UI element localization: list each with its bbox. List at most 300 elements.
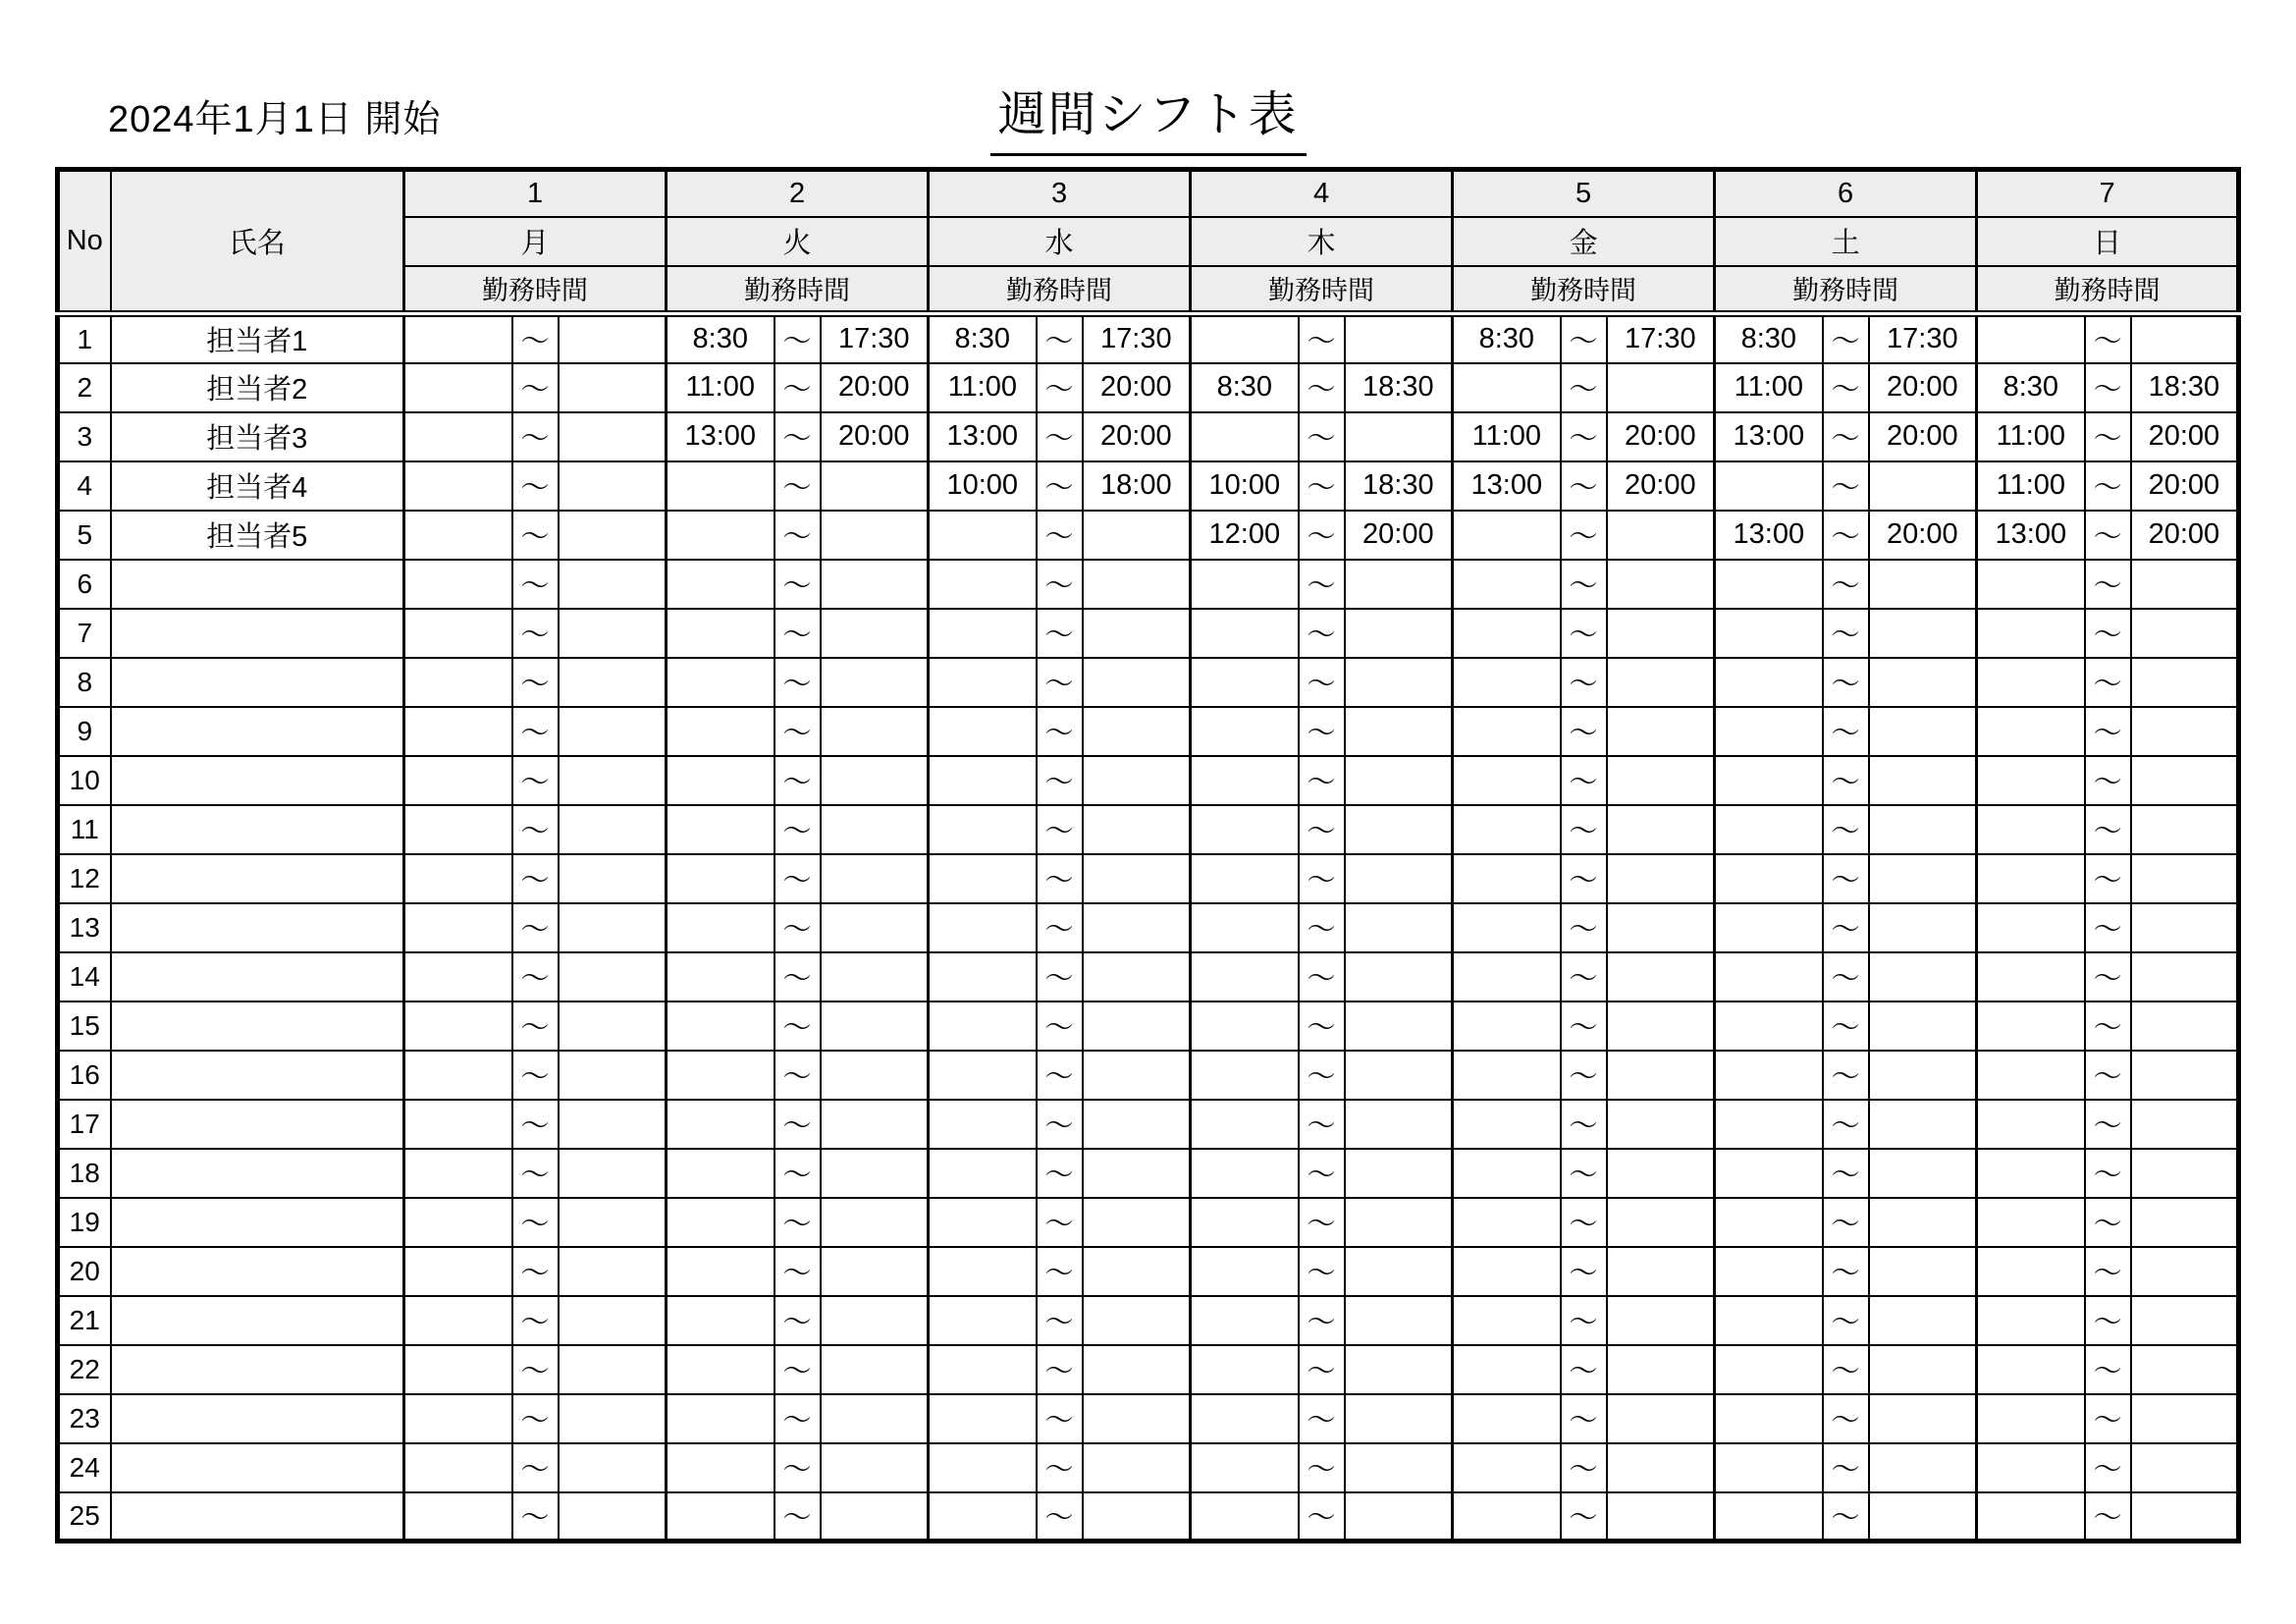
- shift-start-cell: [1977, 1001, 2085, 1051]
- shift-tilde-cell: ～: [1561, 658, 1607, 707]
- shift-tilde-cell: ～: [512, 805, 559, 854]
- shift-end-cell: [1607, 1001, 1715, 1051]
- shift-start-cell: [1715, 854, 1823, 903]
- table-row: [58, 1345, 2239, 1394]
- day-number-header: 3: [929, 170, 1191, 217]
- shift-start-cell: [1977, 1394, 2085, 1443]
- shift-end-cell: [1083, 805, 1191, 854]
- shift-tilde-cell: ～: [774, 511, 821, 560]
- shift-start-cell: [1191, 314, 1299, 363]
- staff-name-cell: [111, 903, 404, 952]
- shift-end-cell: [2131, 560, 2239, 609]
- shift-tilde-cell: ～: [1823, 461, 1869, 511]
- shift-start-cell: [1715, 560, 1823, 609]
- shift-start-cell: [1715, 1001, 1823, 1051]
- shift-tilde-cell: ～: [2085, 707, 2131, 756]
- shift-tilde-cell: ～: [1299, 1443, 1345, 1492]
- shift-tilde-cell: ～: [512, 1345, 559, 1394]
- working-hours-header: 勤務時間: [1191, 266, 1453, 314]
- row-number-cell: 12: [58, 854, 111, 903]
- shift-end-cell: [1345, 1443, 1453, 1492]
- shift-end-cell: [1083, 511, 1191, 560]
- shift-end-cell: [821, 1149, 929, 1198]
- shift-tilde-cell: ～: [1299, 314, 1345, 363]
- shift-end-cell: [1607, 1247, 1715, 1296]
- shift-tilde-cell: ～: [1299, 412, 1345, 461]
- shift-start-cell: [1977, 1492, 2085, 1542]
- shift-tilde-cell: ～: [1823, 1345, 1869, 1394]
- shift-start-cell: [929, 1100, 1037, 1149]
- shift-end-cell: 20:00: [1869, 511, 1977, 560]
- shift-start-cell: 11:00: [1453, 412, 1561, 461]
- shift-tilde-cell: ～: [512, 1001, 559, 1051]
- name-header: 氏名: [111, 170, 404, 314]
- shift-tilde-cell: ～: [1823, 363, 1869, 412]
- working-hours-header: 勤務時間: [1977, 266, 2239, 314]
- shift-start-cell: [1191, 952, 1299, 1001]
- shift-start-cell: [1715, 952, 1823, 1001]
- shift-start-cell: [404, 363, 512, 412]
- shift-start-cell: [1453, 756, 1561, 805]
- shift-tilde-cell: ～: [2085, 363, 2131, 412]
- shift-end-cell: [559, 511, 667, 560]
- shift-tilde-cell: ～: [1561, 903, 1607, 952]
- shift-tilde-cell: ～: [1561, 363, 1607, 412]
- shift-end-cell: [821, 1100, 929, 1149]
- shift-end-cell: [1345, 314, 1453, 363]
- day-name-header: 水: [929, 217, 1191, 266]
- shift-end-cell: [1607, 658, 1715, 707]
- weekly-shift-table: [55, 167, 2241, 1543]
- staff-name-cell: [111, 952, 404, 1001]
- row-number-cell: 10: [58, 756, 111, 805]
- table-row: [58, 412, 2239, 461]
- table-body: [58, 314, 2239, 1542]
- shift-start-cell: [1191, 1345, 1299, 1394]
- shift-tilde-cell: ～: [1823, 854, 1869, 903]
- shift-start-cell: [1191, 1149, 1299, 1198]
- shift-tilde-cell: ～: [1037, 1247, 1083, 1296]
- shift-end-cell: [1345, 952, 1453, 1001]
- staff-name-cell: [111, 1198, 404, 1247]
- shift-start-cell: [1191, 854, 1299, 903]
- shift-start-cell: [1191, 1001, 1299, 1051]
- start-date-label: 2024年1月1日 開始: [108, 99, 442, 140]
- shift-start-cell: [404, 1247, 512, 1296]
- shift-end-cell: [559, 756, 667, 805]
- shift-tilde-cell: ～: [1561, 1394, 1607, 1443]
- shift-start-cell: [1715, 1149, 1823, 1198]
- shift-start-cell: [1977, 854, 2085, 903]
- shift-start-cell: 10:00: [1191, 461, 1299, 511]
- shift-end-cell: [1345, 658, 1453, 707]
- shift-start-cell: [1453, 1247, 1561, 1296]
- row-number-cell: 22: [58, 1345, 111, 1394]
- shift-tilde-cell: ～: [1561, 1247, 1607, 1296]
- shift-start-cell: 8:30: [1977, 363, 2085, 412]
- row-number-cell: 20: [58, 1247, 111, 1296]
- shift-start-cell: [929, 1001, 1037, 1051]
- shift-end-cell: [1083, 560, 1191, 609]
- shift-start-cell: [667, 1100, 774, 1149]
- shift-start-cell: [667, 511, 774, 560]
- shift-end-cell: [1607, 903, 1715, 952]
- shift-start-cell: [929, 805, 1037, 854]
- shift-tilde-cell: ～: [1037, 707, 1083, 756]
- shift-start-cell: [404, 1198, 512, 1247]
- shift-end-cell: [2131, 1296, 2239, 1345]
- table-row: [58, 658, 2239, 707]
- row-number-cell: 4: [58, 461, 111, 511]
- shift-end-cell: [559, 903, 667, 952]
- shift-end-cell: [821, 854, 929, 903]
- shift-end-cell: [559, 461, 667, 511]
- shift-tilde-cell: ～: [774, 560, 821, 609]
- shift-start-cell: [667, 1247, 774, 1296]
- day-number-header: 6: [1715, 170, 1977, 217]
- shift-start-cell: 11:00: [1977, 412, 2085, 461]
- shift-start-cell: [667, 1345, 774, 1394]
- shift-tilde-cell: ～: [1037, 952, 1083, 1001]
- shift-end-cell: 20:00: [1345, 511, 1453, 560]
- shift-start-cell: [667, 1051, 774, 1100]
- shift-tilde-cell: ～: [1299, 805, 1345, 854]
- shift-tilde-cell: ～: [1299, 1198, 1345, 1247]
- table-row: [58, 903, 2239, 952]
- staff-name-cell: 担当者5: [111, 511, 404, 560]
- shift-start-cell: [1715, 658, 1823, 707]
- shift-tilde-cell: ～: [1823, 1296, 1869, 1345]
- shift-end-cell: [1345, 1492, 1453, 1542]
- shift-start-cell: [929, 1247, 1037, 1296]
- shift-tilde-cell: ～: [1823, 511, 1869, 560]
- shift-end-cell: [1607, 1149, 1715, 1198]
- shift-tilde-cell: ～: [1561, 1296, 1607, 1345]
- shift-tilde-cell: ～: [2085, 609, 2131, 658]
- shift-start-cell: 13:00: [1715, 412, 1823, 461]
- shift-tilde-cell: ～: [774, 1345, 821, 1394]
- shift-end-cell: [1083, 1149, 1191, 1198]
- shift-start-cell: [667, 903, 774, 952]
- shift-tilde-cell: ～: [2085, 903, 2131, 952]
- shift-tilde-cell: ～: [774, 1051, 821, 1100]
- shift-start-cell: 11:00: [667, 363, 774, 412]
- shift-end-cell: 17:30: [1083, 314, 1191, 363]
- shift-end-cell: [1869, 805, 1977, 854]
- shift-end-cell: [2131, 314, 2239, 363]
- shift-end-cell: [821, 560, 929, 609]
- shift-end-cell: [559, 658, 667, 707]
- shift-start-cell: [1453, 805, 1561, 854]
- shift-end-cell: [1083, 854, 1191, 903]
- row-number-cell: 21: [58, 1296, 111, 1345]
- table-row: [58, 1001, 2239, 1051]
- staff-name-cell: [111, 1149, 404, 1198]
- shift-tilde-cell: ～: [1561, 1345, 1607, 1394]
- shift-tilde-cell: ～: [1299, 1149, 1345, 1198]
- shift-tilde-cell: ～: [1823, 609, 1869, 658]
- shift-tilde-cell: ～: [1299, 1492, 1345, 1542]
- shift-tilde-cell: ～: [1037, 363, 1083, 412]
- shift-start-cell: [1977, 952, 2085, 1001]
- shift-end-cell: [1345, 412, 1453, 461]
- shift-start-cell: [667, 1198, 774, 1247]
- shift-start-cell: [1715, 1394, 1823, 1443]
- shift-start-cell: [1453, 1443, 1561, 1492]
- staff-name-cell: [111, 1394, 404, 1443]
- shift-start-cell: [1191, 560, 1299, 609]
- shift-end-cell: [559, 1345, 667, 1394]
- shift-tilde-cell: ～: [1823, 560, 1869, 609]
- row-number-cell: 2: [58, 363, 111, 412]
- shift-tilde-cell: ～: [2085, 952, 2131, 1001]
- shift-end-cell: [559, 1492, 667, 1542]
- shift-end-cell: [1083, 1492, 1191, 1542]
- shift-end-cell: 20:00: [821, 412, 929, 461]
- shift-start-cell: [404, 1492, 512, 1542]
- shift-tilde-cell: ～: [1823, 412, 1869, 461]
- shift-start-cell: [667, 854, 774, 903]
- shift-start-cell: [404, 805, 512, 854]
- shift-tilde-cell: ～: [512, 756, 559, 805]
- shift-start-cell: [929, 952, 1037, 1001]
- shift-start-cell: [1453, 1149, 1561, 1198]
- shift-end-cell: [821, 1345, 929, 1394]
- shift-start-cell: [929, 658, 1037, 707]
- shift-tilde-cell: ～: [1037, 1443, 1083, 1492]
- shift-tilde-cell: ～: [1299, 511, 1345, 560]
- staff-name-cell: [111, 854, 404, 903]
- shift-tilde-cell: ～: [1823, 314, 1869, 363]
- shift-start-cell: [929, 1149, 1037, 1198]
- shift-end-cell: [559, 1100, 667, 1149]
- shift-tilde-cell: ～: [774, 1198, 821, 1247]
- shift-start-cell: [1453, 511, 1561, 560]
- shift-tilde-cell: ～: [1037, 756, 1083, 805]
- shift-end-cell: [2131, 854, 2239, 903]
- shift-end-cell: [1345, 1001, 1453, 1051]
- shift-start-cell: [1715, 805, 1823, 854]
- shift-end-cell: [1869, 609, 1977, 658]
- shift-end-cell: [1869, 1394, 1977, 1443]
- shift-tilde-cell: ～: [1561, 1001, 1607, 1051]
- shift-start-cell: [1453, 609, 1561, 658]
- shift-end-cell: [559, 1149, 667, 1198]
- shift-end-cell: 20:00: [1869, 412, 1977, 461]
- shift-start-cell: [1977, 609, 2085, 658]
- shift-start-cell: 11:00: [929, 363, 1037, 412]
- shift-tilde-cell: ～: [1561, 1492, 1607, 1542]
- shift-start-cell: [667, 560, 774, 609]
- shift-end-cell: [2131, 1345, 2239, 1394]
- shift-tilde-cell: ～: [512, 1247, 559, 1296]
- shift-start-cell: [1977, 756, 2085, 805]
- row-number-cell: 14: [58, 952, 111, 1001]
- shift-tilde-cell: ～: [512, 658, 559, 707]
- table-row: [58, 609, 2239, 658]
- shift-start-cell: [1191, 707, 1299, 756]
- shift-tilde-cell: ～: [774, 1100, 821, 1149]
- shift-tilde-cell: ～: [1561, 854, 1607, 903]
- shift-end-cell: [2131, 1394, 2239, 1443]
- shift-end-cell: [1345, 1296, 1453, 1345]
- shift-tilde-cell: ～: [2085, 658, 2131, 707]
- shift-end-cell: [821, 756, 929, 805]
- shift-tilde-cell: ～: [1299, 1296, 1345, 1345]
- shift-start-cell: [1191, 1051, 1299, 1100]
- shift-start-cell: [929, 609, 1037, 658]
- shift-start-cell: [667, 952, 774, 1001]
- shift-end-cell: [559, 707, 667, 756]
- shift-start-cell: [1191, 805, 1299, 854]
- shift-end-cell: [821, 1001, 929, 1051]
- row-number-cell: 5: [58, 511, 111, 560]
- shift-tilde-cell: ～: [2085, 805, 2131, 854]
- shift-start-cell: [404, 1051, 512, 1100]
- shift-end-cell: [2131, 1247, 2239, 1296]
- shift-end-cell: [821, 1394, 929, 1443]
- day-number-header: 2: [667, 170, 929, 217]
- shift-tilde-cell: ～: [1823, 805, 1869, 854]
- table-row: [58, 756, 2239, 805]
- shift-end-cell: [2131, 609, 2239, 658]
- shift-end-cell: [1083, 1247, 1191, 1296]
- shift-end-cell: [1869, 560, 1977, 609]
- shift-end-cell: 20:00: [2131, 412, 2239, 461]
- shift-start-cell: [1977, 1296, 2085, 1345]
- shift-tilde-cell: ～: [774, 461, 821, 511]
- shift-tilde-cell: ～: [1037, 1492, 1083, 1542]
- shift-tilde-cell: ～: [512, 1443, 559, 1492]
- shift-end-cell: [1607, 1443, 1715, 1492]
- day-name-header: 土: [1715, 217, 1977, 266]
- shift-tilde-cell: ～: [2085, 854, 2131, 903]
- row-number-cell: 18: [58, 1149, 111, 1198]
- shift-end-cell: [1869, 1443, 1977, 1492]
- shift-start-cell: [1191, 1492, 1299, 1542]
- table-row: [58, 1198, 2239, 1247]
- shift-start-cell: [1977, 1051, 2085, 1100]
- shift-start-cell: [404, 461, 512, 511]
- shift-tilde-cell: ～: [1561, 461, 1607, 511]
- shift-tilde-cell: ～: [512, 412, 559, 461]
- staff-name-cell: [111, 658, 404, 707]
- shift-tilde-cell: ～: [512, 1492, 559, 1542]
- shift-end-cell: [1869, 1100, 1977, 1149]
- shift-tilde-cell: ～: [1037, 511, 1083, 560]
- shift-tilde-cell: ～: [774, 1443, 821, 1492]
- shift-tilde-cell: ～: [512, 1296, 559, 1345]
- staff-name-cell: [111, 707, 404, 756]
- shift-end-cell: [559, 854, 667, 903]
- shift-tilde-cell: ～: [1823, 1492, 1869, 1542]
- shift-start-cell: [1453, 952, 1561, 1001]
- shift-start-cell: 11:00: [1977, 461, 2085, 511]
- shift-start-cell: [1977, 1247, 2085, 1296]
- shift-tilde-cell: ～: [2085, 1247, 2131, 1296]
- shift-end-cell: 18:00: [1083, 461, 1191, 511]
- shift-start-cell: [929, 854, 1037, 903]
- shift-start-cell: [1715, 1247, 1823, 1296]
- table-row: [58, 1051, 2239, 1100]
- shift-tilde-cell: ～: [1561, 314, 1607, 363]
- table-row: [58, 1443, 2239, 1492]
- shift-start-cell: [1453, 658, 1561, 707]
- shift-end-cell: [559, 609, 667, 658]
- shift-start-cell: [1977, 314, 2085, 363]
- shift-start-cell: [1977, 1443, 2085, 1492]
- shift-tilde-cell: ～: [2085, 412, 2131, 461]
- shift-end-cell: [1607, 1100, 1715, 1149]
- shift-start-cell: [929, 707, 1037, 756]
- table-row: [58, 1149, 2239, 1198]
- shift-end-cell: [1869, 707, 1977, 756]
- shift-start-cell: [1453, 1296, 1561, 1345]
- shift-tilde-cell: ～: [1299, 363, 1345, 412]
- shift-tilde-cell: ～: [1823, 1247, 1869, 1296]
- shift-end-cell: 20:00: [1083, 412, 1191, 461]
- shift-start-cell: [1715, 756, 1823, 805]
- shift-start-cell: [1977, 805, 2085, 854]
- shift-tilde-cell: ～: [1823, 658, 1869, 707]
- shift-tilde-cell: ～: [1561, 609, 1607, 658]
- table-row: [58, 952, 2239, 1001]
- shift-tilde-cell: ～: [1561, 805, 1607, 854]
- shift-tilde-cell: ～: [1561, 560, 1607, 609]
- shift-end-cell: [1083, 1001, 1191, 1051]
- shift-tilde-cell: ～: [1037, 1001, 1083, 1051]
- shift-start-cell: [1715, 903, 1823, 952]
- shift-tilde-cell: ～: [774, 1296, 821, 1345]
- shift-tilde-cell: ～: [1037, 1100, 1083, 1149]
- shift-end-cell: [1607, 952, 1715, 1001]
- shift-tilde-cell: ～: [1299, 461, 1345, 511]
- row-number-cell: 11: [58, 805, 111, 854]
- shift-tilde-cell: ～: [1299, 1394, 1345, 1443]
- table-row: [58, 511, 2239, 560]
- shift-end-cell: 18:30: [1345, 461, 1453, 511]
- shift-end-cell: [1607, 707, 1715, 756]
- shift-start-cell: [1453, 363, 1561, 412]
- shift-end-cell: [1345, 1051, 1453, 1100]
- shift-start-cell: [404, 412, 512, 461]
- shift-start-cell: 13:00: [1977, 511, 2085, 560]
- shift-end-cell: [559, 805, 667, 854]
- page-title: 週間シフト表: [989, 77, 1306, 156]
- shift-tilde-cell: ～: [774, 412, 821, 461]
- row-number-cell: 13: [58, 903, 111, 952]
- staff-name-cell: [111, 1492, 404, 1542]
- row-number-cell: 3: [58, 412, 111, 461]
- shift-start-cell: [1453, 707, 1561, 756]
- shift-start-cell: 12:00: [1191, 511, 1299, 560]
- shift-end-cell: [559, 1001, 667, 1051]
- staff-name-cell: [111, 609, 404, 658]
- staff-name-cell: [111, 1051, 404, 1100]
- staff-name-cell: [111, 1443, 404, 1492]
- shift-end-cell: [1345, 805, 1453, 854]
- shift-start-cell: [404, 314, 512, 363]
- shift-start-cell: [1191, 756, 1299, 805]
- staff-name-cell: [111, 1001, 404, 1051]
- shift-end-cell: [1869, 1492, 1977, 1542]
- shift-end-cell: [821, 1296, 929, 1345]
- shift-end-cell: [559, 1394, 667, 1443]
- staff-name-cell: [111, 1296, 404, 1345]
- shift-end-cell: [2131, 1149, 2239, 1198]
- shift-tilde-cell: ～: [1299, 1247, 1345, 1296]
- shift-start-cell: [667, 1492, 774, 1542]
